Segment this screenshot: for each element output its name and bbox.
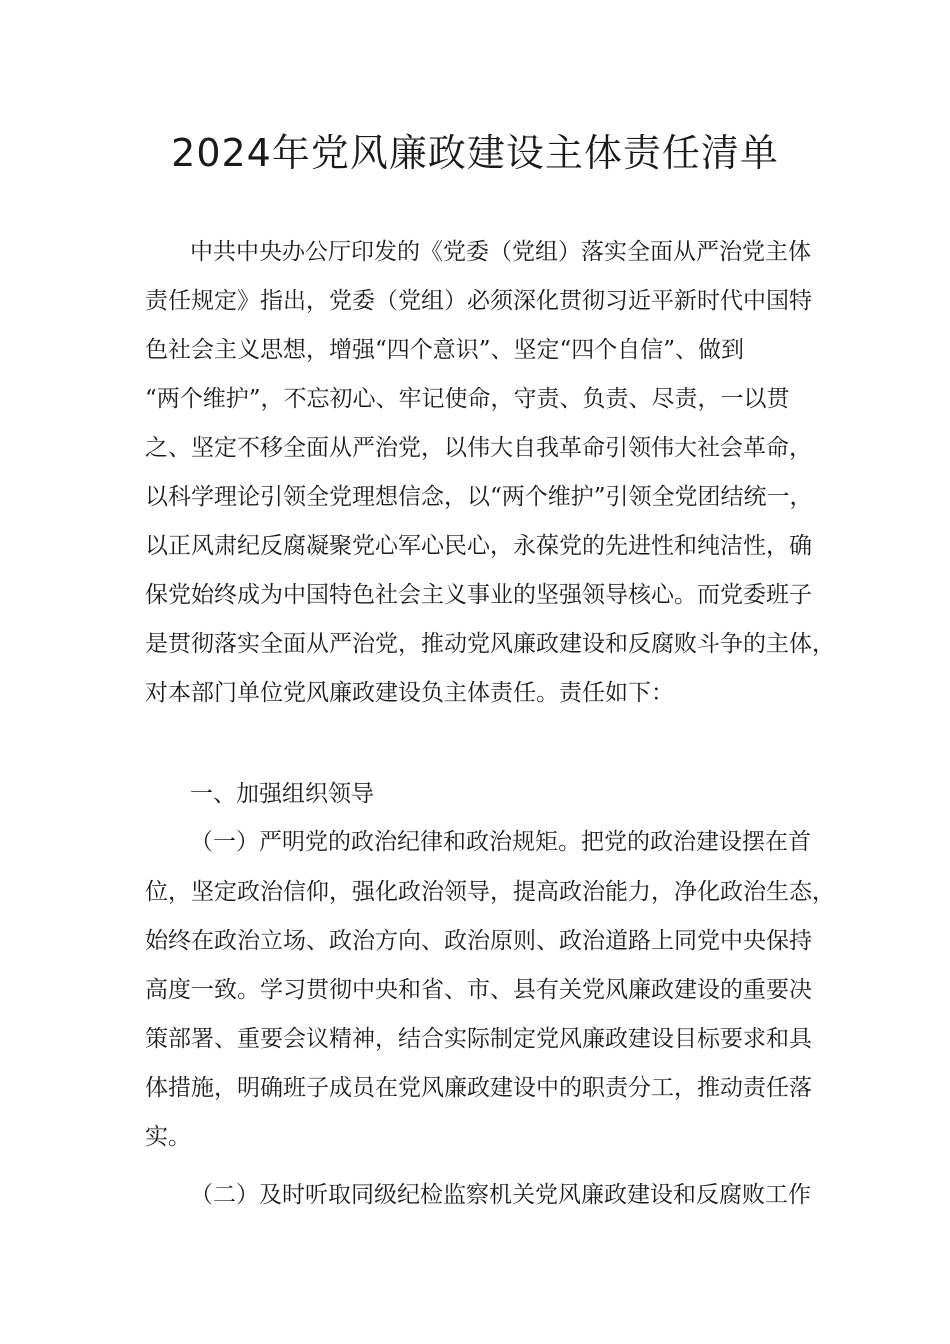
intro-line: 是贯彻落实全面从严治党，推动党风廉政建设和反腐败斗争的主体， bbox=[145, 631, 835, 657]
intro-line: “两个维护”，不忘初心、牢记使命，守责、负责、尽责，一以贯 bbox=[145, 386, 790, 412]
intro-line: 以科学理论引领全党理想信念，以“两个维护”引领全党团结统一， bbox=[145, 484, 813, 510]
intro-line: 色社会主义思想，增强“四个意识”、坚定“四个自信”、做到 bbox=[145, 337, 745, 363]
document-title: 2024年党风廉政建设主体责任清单 bbox=[171, 131, 779, 175]
intro-line: 中共中央办公厅印发的《党委（党组）落实全面从严治党主体 bbox=[190, 239, 811, 265]
intro-line: 之、坚定不移全面从严治党，以伟大自我革命引领伟大社会革命， bbox=[145, 435, 812, 461]
intro-line: 保党始终成为中国特色社会主义事业的坚强领导核心。而党委班子 bbox=[145, 582, 812, 608]
item-line: 位，坚定政治信仰，强化政治领导，提高政治能力，净化政治生态， bbox=[145, 879, 835, 905]
item-line: 实。 bbox=[145, 1124, 191, 1150]
item-line: 策部署、重要会议精神，结合实际制定党风廉政建设目标要求和具 bbox=[145, 1026, 812, 1052]
item-line: 始终在政治立场、政治方向、政治原则、政治道路上同党中央保持 bbox=[145, 928, 812, 954]
intro-line: 对本部门单位党风廉政建设负主体责任。责任如下： bbox=[145, 680, 674, 706]
intro-line: 责任规定》指出，党委（党组）必须深化贯彻习近平新时代中国特 bbox=[145, 288, 812, 314]
intro-line: 以正风肃纪反腐凝聚党心军心民心，永葆党的先进性和纯洁性，确 bbox=[145, 533, 812, 559]
item-line: 高度一致。学习贯彻中央和省、市、县有关党风廉政建设的重要决 bbox=[145, 977, 812, 1003]
item-line: 体措施，明确班子成员在党风廉政建设中的职责分工，推动责任落 bbox=[145, 1075, 812, 1101]
item-line: （一）严明党的政治纪律和政治规矩。把党的政治建设摆在首 bbox=[190, 829, 811, 855]
section-heading: 一、加强组织领导 bbox=[190, 781, 374, 807]
item-line: （二）及时听取同级纪检监察机关党风廉政建设和反腐败工作 bbox=[190, 1182, 811, 1208]
